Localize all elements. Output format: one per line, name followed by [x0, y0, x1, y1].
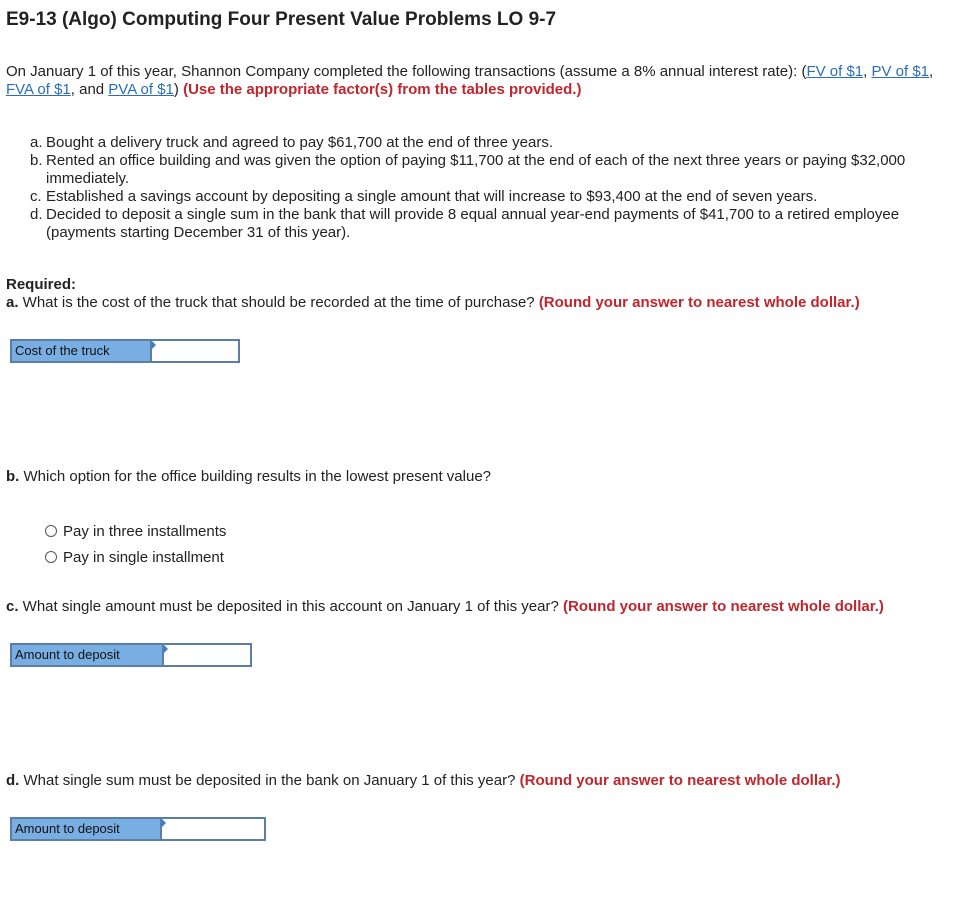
radio-option-single-installment[interactable] [45, 544, 226, 570]
question-prefix: c. [6, 598, 19, 615]
answer-label: Amount to deposit [12, 819, 162, 839]
intro-separator: , [863, 63, 872, 80]
item-text: Rented an office building and was given the option of paying $11,700 at the end of each of the next three years or paying $32,000 immediately. [46, 152, 906, 187]
radio-button[interactable] [45, 525, 57, 537]
intro-text: On January 1 of this year, Shannon Company completed the following transactions (assume a 8% annual interest rate): ( [6, 63, 807, 80]
retiree-deposit-input[interactable] [162, 819, 264, 839]
pv-table-link[interactable]: PV of $1 [871, 63, 930, 80]
question-prefix: d. [6, 772, 20, 789]
item-letter: d. [30, 206, 43, 223]
answer-row-savings-deposit [10, 643, 252, 667]
list-item [30, 206, 955, 242]
intro-instruction: (Use the appropriate factor(s) from the tables provided.) [183, 81, 582, 98]
intro-paragraph [6, 63, 946, 99]
question-text: What single sum must be deposited in the bank on January 1 of this year? [19, 772, 520, 789]
radio-label[interactable]: Pay in three installments [63, 522, 227, 540]
fva-table-link[interactable]: FVA of $1 [6, 81, 71, 98]
pva-table-link[interactable]: PVA of $1 [108, 81, 174, 98]
question-c [6, 598, 884, 616]
answer-row-truck-cost [10, 339, 240, 363]
item-text: Established a savings account by depositing a single amount that will increase to $93,400 at the end of seven years. [46, 188, 818, 205]
question-text: What is the cost of the truck that should be recorded at the time of purchase? [18, 294, 539, 311]
answer-row-retiree-deposit [10, 817, 266, 841]
item-letter: c. [30, 188, 42, 205]
list-item [30, 152, 955, 188]
radio-label[interactable]: Pay in single installment [63, 548, 224, 566]
savings-deposit-input[interactable] [164, 645, 250, 665]
office-option-radio-group [45, 518, 226, 570]
question-prefix: b. [6, 468, 20, 485]
list-item [30, 134, 955, 152]
truck-cost-input[interactable] [152, 341, 238, 361]
transaction-list [30, 134, 955, 242]
intro-close-paren: ) [173, 81, 184, 98]
rounding-note: (Round your answer to nearest whole dollar.) [538, 294, 860, 311]
answer-label: Cost of the truck [12, 341, 152, 361]
input-wrapper [162, 819, 264, 839]
rounding-note: (Round your answer to nearest whole dollar.) [563, 598, 884, 615]
list-item [30, 188, 955, 206]
intro-separator: , [929, 63, 934, 80]
item-text: Decided to deposit a single sum in the bank that will provide 8 equal annual year-end payments of $41,700 to a retired employee (payments starting December 31 of this year). [46, 206, 900, 241]
fv-table-link[interactable]: FV of $1 [806, 63, 864, 80]
required-label: Required: [6, 276, 77, 293]
question-a [6, 294, 860, 312]
item-text: Bought a delivery truck and agreed to pay $61,700 at the end of three years. [46, 134, 554, 151]
input-wrapper [152, 341, 238, 361]
question-b [6, 468, 491, 486]
input-wrapper [164, 645, 250, 665]
question-text: Which option for the office building results in the lowest present value? [19, 468, 492, 485]
question-prefix: a. [6, 294, 19, 311]
radio-button[interactable] [45, 551, 57, 563]
answer-label: Amount to deposit [12, 645, 164, 665]
intro-separator: , and [70, 81, 109, 98]
rounding-note: (Round your answer to nearest whole dollar.) [519, 772, 841, 789]
question-d [6, 772, 841, 790]
page-title: E9-13 (Algo) Computing Four Present Value Problems LO 9-7 [6, 9, 557, 30]
item-letter: a. [30, 134, 43, 151]
radio-option-three-installments[interactable] [45, 518, 226, 544]
item-letter: b. [30, 152, 43, 169]
question-text: What single amount must be deposited in this account on January 1 of this year? [18, 598, 563, 615]
